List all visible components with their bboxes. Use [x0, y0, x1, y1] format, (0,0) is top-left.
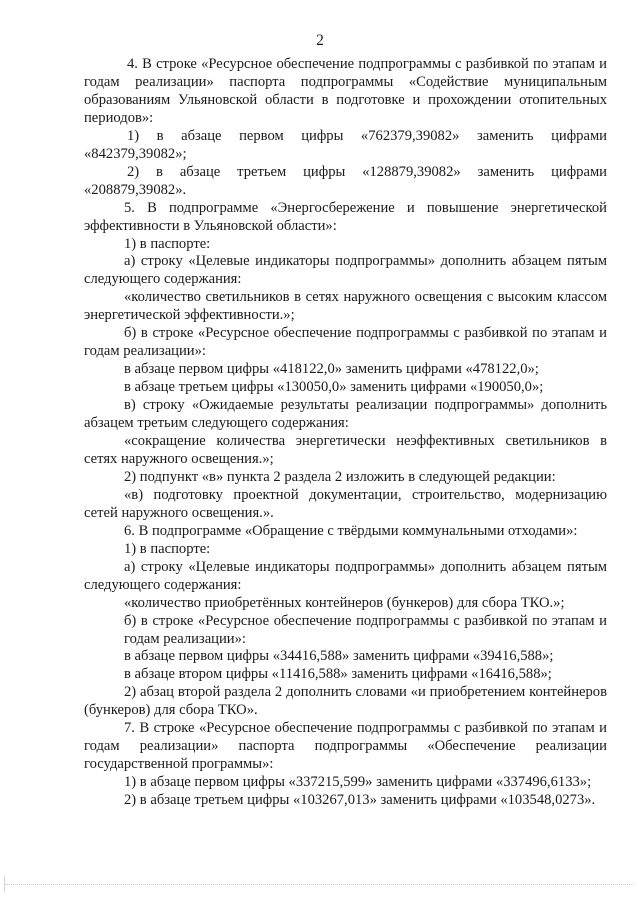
paragraph-7-subitem-2: 2) в абзаце третьем цифры «103267,013» заменить цифрами «103548,0273». [124, 792, 596, 809]
paragraph-item-6: 6. В подпрограмме «Обращение с твёрдыми коммунальными отходами»: [124, 522, 578, 539]
paragraph-4-subitem-1: 1) в абзаце первом цифры «762379,39082» заменить цифрами «842379,39082»; [84, 127, 607, 162]
paragraph-5-quote-2: «в) подготовку проектной документации, строительство, модернизацию сетей наружного освещения.». [84, 486, 607, 521]
paragraph-item-7: 7. В строке «Ресурсное обеспечение подпрограммы с разбивкой по этапам и годам реализации» паспорта подпрограммы «Обеспечение реализации государственной программы»: [84, 720, 607, 773]
paragraph-5-b-third: в абзаце третьем цифры «130050,0» заменить цифрами «190050,0»; [124, 379, 544, 396]
paragraph-5-subitem-2: 2) подпункт «в» пункта 2 раздела 2 изложить в следующей редакции: [124, 468, 556, 485]
paragraph-4-subitem-2: 2) в абзаце третьем цифры «128879,39082» заменить цифрами «208879,39082». [84, 163, 607, 198]
paragraph-5-quote-a: «количество светильников в сетях наружного освещения с высоким классом энергетической эффективности.»; [84, 289, 607, 324]
scan-bottom-edge [4, 884, 634, 885]
paragraph-6-subitem-a: а) строку «Целевые индикаторы подпрограммы» дополнить абзацем пятым следующего содержания: [84, 558, 607, 593]
paragraph-item-5: 5. В подпрограмме «Энергосбережение и повышение энергетической эффективности в Ульяновской области»: [84, 199, 607, 234]
paragraph-6-quote-a: «количество приобретённых контейнеров (бункеров) для сбора ТКО.»; [124, 594, 565, 611]
page-number: 2 [316, 32, 324, 49]
paragraph-5-subitem-b: б) в строке «Ресурсное обеспечение подпрограммы с разбивкой по этапам и годам реализации»: [84, 325, 607, 360]
paragraph-6-b-first: в абзаце первом цифры «34416,588» заменить цифрами «39416,588»; [124, 648, 554, 665]
paragraph-5-subitem-a: а) строку «Целевые индикаторы подпрограммы» дополнить абзацем пятым следующего содержания: [84, 253, 607, 288]
paragraph-item-4: 4. В строке «Ресурсное обеспечение подпрограммы с разбивкой по этапам и годам реализации» паспорта подпрограммы «Содействие муниципальным образованиям Ульяновской области в подготовке и прохождении отопительных периодов»: [84, 56, 607, 126]
paragraph-5-quote-v: «сокращение количества энергетически неэффективных светильников в сетях наружного освещения.»; [84, 433, 607, 467]
paragraph-5-subitem-v: в) строку «Ожидаемые результаты реализации подпрограммы» дополнить абзацем третьим следующего содержания: [84, 397, 607, 432]
paragraph-7-subitem-1: 1) в абзаце первом цифры «337215,599» заменить цифрами «337496,6133»; [124, 774, 592, 791]
paragraph-5-passport: 1) в паспорте: [124, 235, 211, 252]
paragraph-5-b-first: в абзаце первом цифры «418122,0» заменить цифрами «478122,0»; [124, 361, 539, 378]
paragraph-6-subitem-2: 2) абзац второй раздела 2 дополнить словами «и приобретением контейнеров (бункеров) для сбора ТКО». [84, 684, 607, 719]
document-body [84, 56, 607, 810]
paragraph-6-passport: 1) в паспорте: [124, 540, 211, 557]
paragraph-6-b-second: в абзаце втором цифры «11416,588» заменить цифрами «16416,588»; [124, 666, 552, 683]
paragraph-6-subitem-b: б) в строке «Ресурсное обеспечение подпрограммы с разбивкой по этапам и годам реализации»: [124, 612, 607, 647]
